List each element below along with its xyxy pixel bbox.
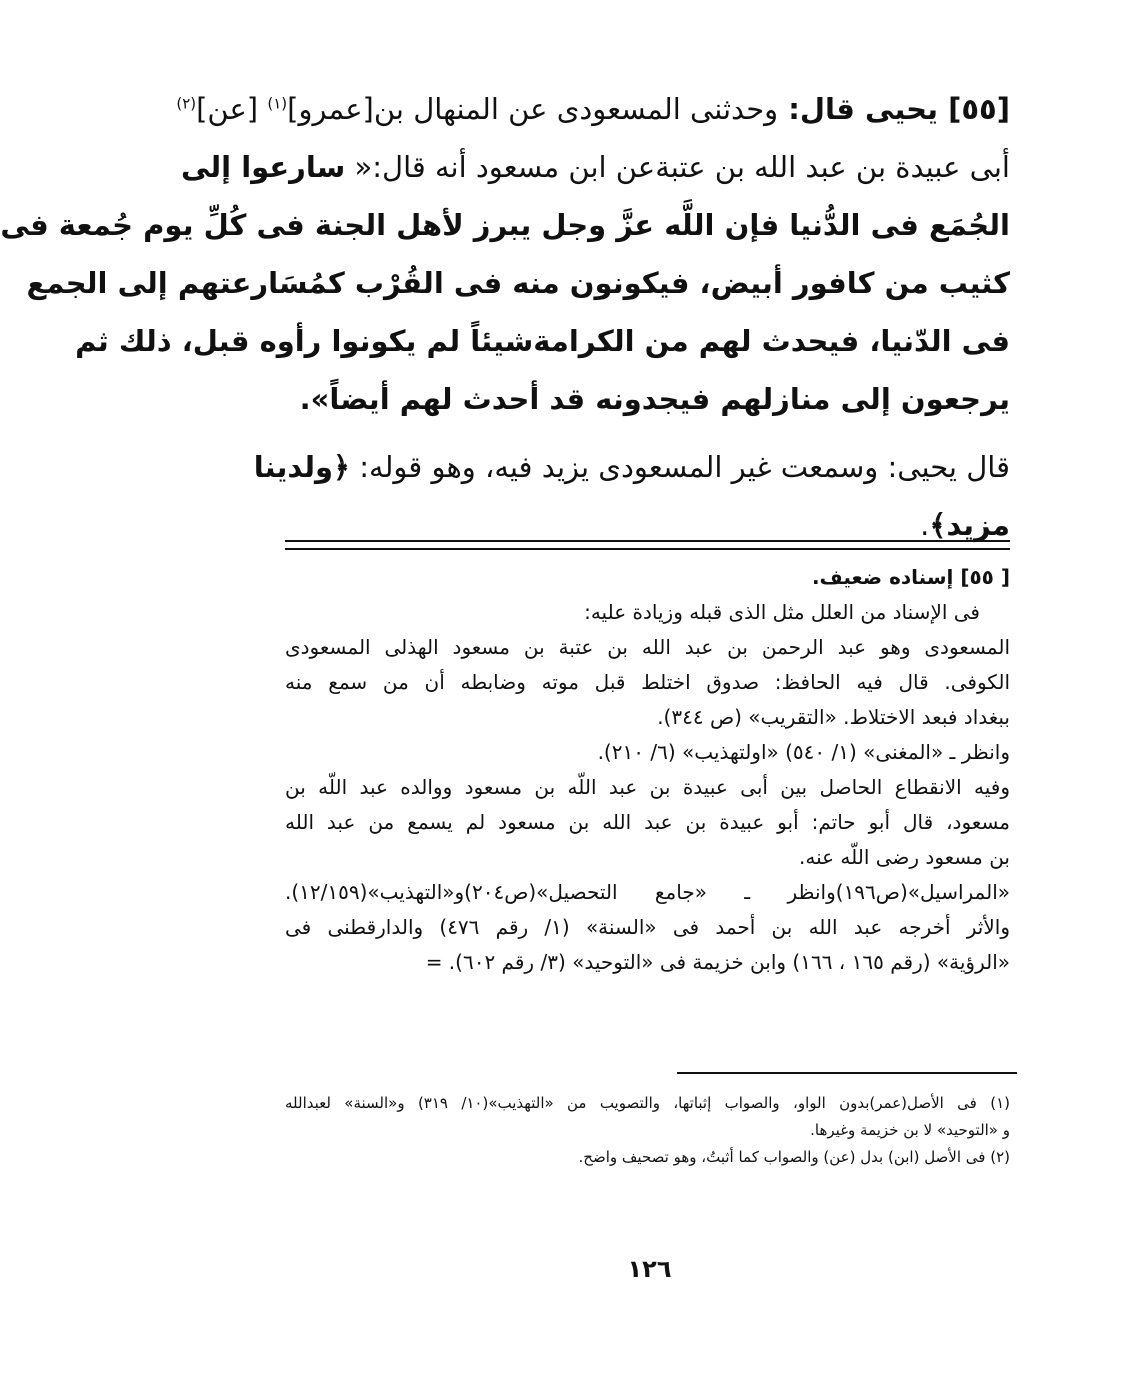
notes-line-9: «المراسيل»(ص١٩٦)وانظر ـ «جامع التحصيل»(ص٢٠٤)و«التهذيب»(١٢/١٥٩). xyxy=(285,880,1010,904)
main-line-1 xyxy=(176,80,1010,138)
notes-line-11: «الرؤية» (رقم ١٦٥ ، ١٦٦) وابن خزيمة فى «التوحيد» (٣/ رقم ٦٠٢). = xyxy=(425,950,1010,974)
notes-line-8: بن مسعود رضى اللّه عنه. xyxy=(798,845,1010,869)
double-divider xyxy=(285,540,1010,550)
isnad-text: أبى عبيدة بن عبد الله بن عتبةعن ابن مسعود أنه قال:« xyxy=(345,150,1010,184)
main-line-4: كثيب من كافور أبيض، فيكونون منه فى القُرْب كمُسَارعتهم إلى الجمع xyxy=(26,266,1010,300)
yahya-statement: قال يحيى: وسمعت غير المسعودى يزيد فيه، وهو قوله: xyxy=(350,450,1010,484)
main-line-6: يرجعون إلى منازلهم فيجدونه قد أحدث لهم أيضاً». xyxy=(299,382,1010,416)
main-line-1-text: وحدثنى المسعودى عن المنهال بن[عمرو] xyxy=(287,92,779,126)
footnote-ref-1: (١) xyxy=(267,94,288,113)
quran-quote-end: مزيد﴾ xyxy=(929,508,1010,542)
notes-line-1: فى الإسناد من العلل مثل الذى قبله وزيادة عليه: xyxy=(584,600,980,624)
main-line-1-bracket: [عن] xyxy=(196,92,268,126)
main-text xyxy=(0,80,1010,554)
footnote-ref-2: (٢) xyxy=(176,94,197,113)
notes-heading: [ ٥٥] إسناده ضعيف. xyxy=(811,565,1010,589)
footnote-1-continued: و «التوحيد» لا بن خزيمة وغيرها. xyxy=(810,1121,1010,1139)
matn-start: سارعوا إلى xyxy=(180,150,346,184)
notes-line-3: الكوفى. قال فيه الحافظ: صدوق اختلط قبل موته وضابطه أن من سمع منه xyxy=(285,670,1010,694)
footnote-2: (٢) فى الأصل (ابن) بدل (عن) والصواب كما أثبتُ، وهو تصحيف واضح. xyxy=(578,1148,1010,1166)
notes-line-10: والأثر أخرجه عبد الله بن أحمد فى «السنة» (١/ رقم ٤٧٦) والدارقطنى فى xyxy=(285,915,1010,939)
commentary-notes xyxy=(285,560,1010,980)
footnote-1: (١) فى الأصل(عمر)بدون الواو، والصواب إثباتها، والتصويب من «التهذيب»(١٠/ ٣١٩) و«السنة» لعبدالله xyxy=(285,1094,1010,1112)
hadith-number-speaker: [٥٥] يحيى قال: xyxy=(778,92,1010,126)
period: . xyxy=(920,508,930,542)
main-line-3: الجُمَع فى الدُّنيا فإن اللَّه عزَّ وجل يبرز لأهل الجنة فى كُلِّ يوم جُمعة فى xyxy=(0,208,1010,242)
main-line-5: فى الدّنيا، فيحدث لهم من الكرامةشيئاً لم يكونوا رأوه قبل، ذلك ثم xyxy=(75,324,1010,358)
main-paragraph-2 xyxy=(253,438,1010,554)
quran-quote-start: ﴿ولدينا xyxy=(253,450,351,484)
notes-line-5: وانظر ـ «المغنى» (١/ ٥٤٠) «اولتهذيب» (٦/ ٢١٠). xyxy=(597,740,1010,764)
notes-line-6: وفيه الانقطاع الحاصل بين أبى عبيدة بن عبد اللّه بن مسعود ووالده عبد اللّه بن xyxy=(285,775,1010,799)
notes-line-2: المسعودى وهو عبد الرحمن بن عبد الله بن عتبة بن مسعود الهذلى المسعودى xyxy=(285,635,1010,659)
notes-line-4: ببغداد فبعد الاختلاط. «التقريب» (ص ٣٤٤). xyxy=(657,705,1010,729)
main-line-7 xyxy=(253,438,1010,496)
page-number: ١٢٦ xyxy=(627,1255,672,1283)
footnote-divider xyxy=(677,1072,1017,1074)
main-line-2 xyxy=(180,138,1010,196)
notes-line-7: مسعود، قال أبو حاتم: أبو عبيدة بن عبد الله بن مسعود لم يسمع من عبد الله xyxy=(285,810,1010,834)
footnotes xyxy=(285,1090,1010,1171)
